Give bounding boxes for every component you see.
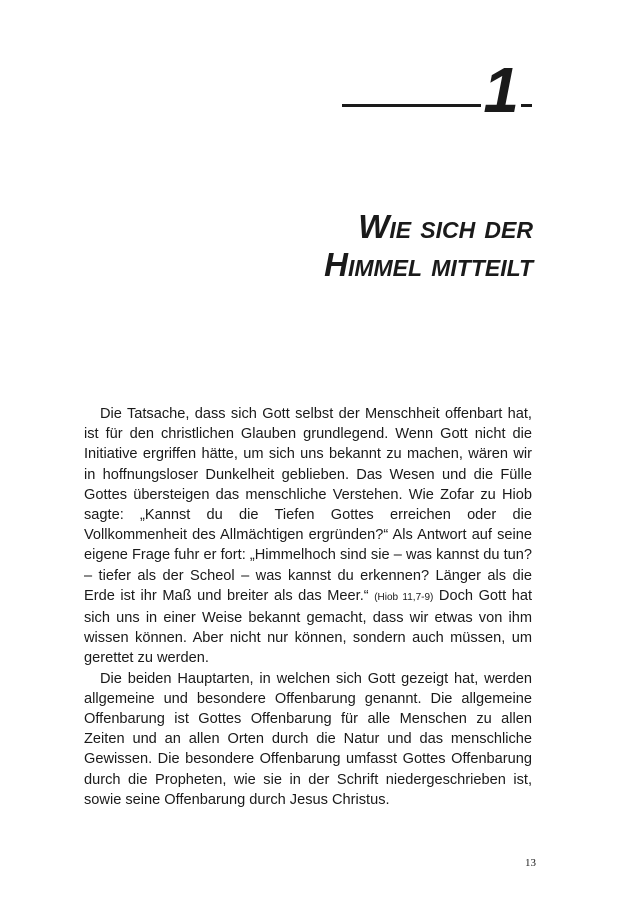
chapter-heading (330, 54, 535, 126)
page-number: 13 (525, 857, 536, 869)
paragraph-1-text: Die Tatsache, dass sich Gott selbst der Menschheit offenbart hat, ist für den christlichen Glauben grundlegend. Wenn Gott nicht die Initiative ergriffen hätte, um sich uns bekannt zu machen, wären wir in hoffnungsloser Dunkelheit geblieben. Das Wesen und die Fülle Gottes übersteigen das menschliche Verstehen. Wie Zofar zu Hiob sagte: „Kannst du die Tiefen Gottes erreichen oder die Vollkommenheit des Allmächtigen ergründen?“ Als Antwort auf seine eigene Frage fuhr er fort: „Himmelhoch sind sie – was kannst du tun? – tiefer als der Scheol – was kannst du erkennen? Länger als die Erde ist ihr Maß und breiter als das Meer.“ (84, 406, 532, 604)
chapter-title (153, 208, 533, 284)
paragraph-1-text-continued: Doch Gott hat sich uns in einer Weise bekannt gemacht, dass wir etwas von ihm wissen können. Aber nicht nur können, sondern auch müssen, um gerettet zu werden. (84, 587, 532, 667)
chapter-title-line-2: Himmel mitteilt (324, 246, 533, 283)
paragraph-1 (84, 404, 532, 669)
body-text (84, 404, 532, 810)
chapter-title-line-1: Wie sich der (358, 208, 533, 245)
bible-reference: (Hiob 11,7-9) (374, 591, 434, 603)
chapter-number: 1 (483, 54, 519, 126)
paragraph-2: Die beiden Hauptarten, in welchen sich Gott gezeigt hat, werden allgemeine und besondere Offenbarung genannt. Die allgemeine Offenbarung ist Gottes Offenbarung für alle Menschen zu allen Zeiten und an allen Orten durch die Natur und das menschliche Gewissen. Die besondere Offenbarung umfasst Gottes Offenbarung durch die Propheten, wie sie in der Schrift niedergeschrieben ist, sowie seine Offenbarung durch Jesus Christus. (84, 670, 532, 808)
